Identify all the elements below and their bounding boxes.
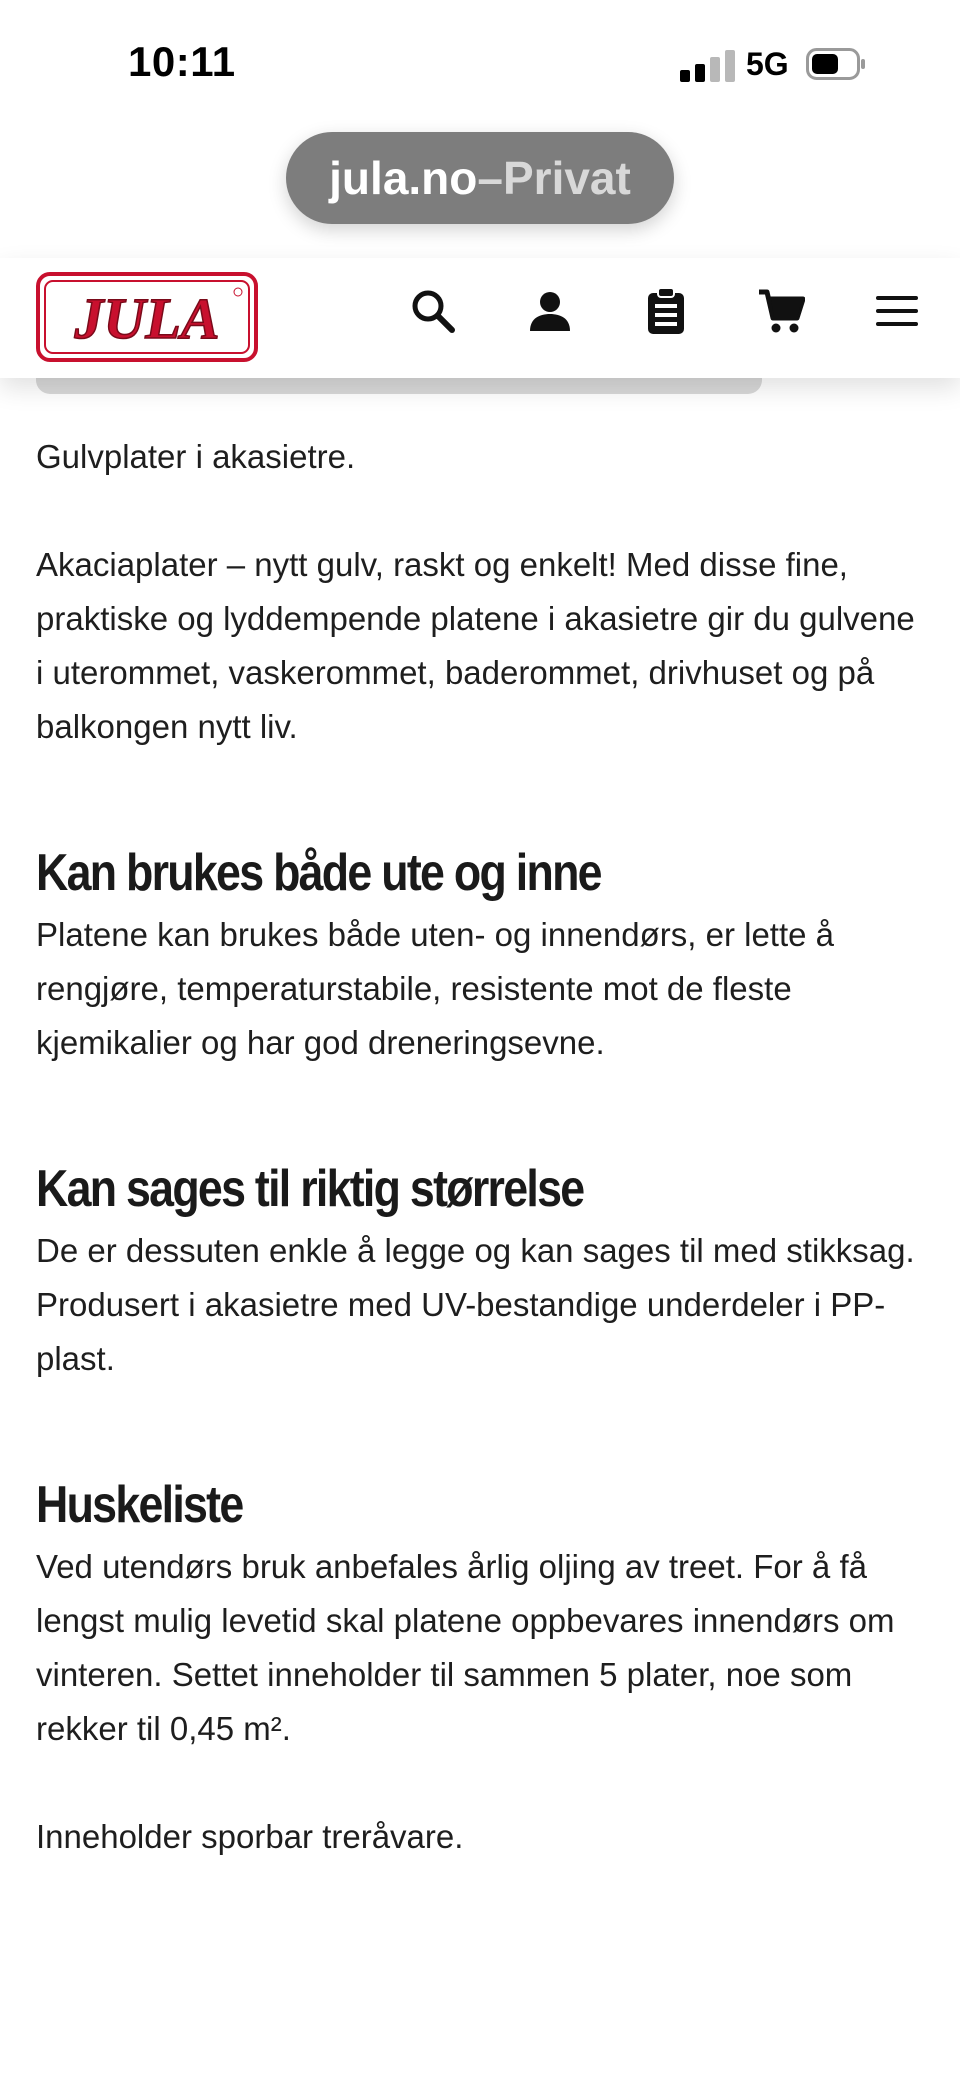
account-icon[interactable]	[525, 286, 575, 336]
intro-text: Gulvplater i akasietre.	[36, 438, 356, 475]
url-bar[interactable]	[286, 132, 674, 224]
signal-icon	[680, 48, 740, 82]
product-description	[36, 430, 926, 1864]
section-heading-checklist: Huskeliste	[36, 1476, 243, 1534]
clipboard-icon[interactable]	[641, 286, 691, 336]
private-mode-label: Privat	[502, 152, 631, 204]
section-heading-saw-to-size: Kan sages til riktig størrelse	[36, 1160, 584, 1218]
traceable-wood-note: Inneholder sporbar treråvare.	[36, 1818, 464, 1855]
cart-icon[interactable]	[756, 286, 806, 336]
status-time: 10:11	[128, 38, 236, 85]
section-text-indoor-outdoor: Platene kan brukes både uten- og innendørs, er lette å rengjøre, temperaturstabile, resistente mot de fleste kjemikalier og har god dreneringsevne.	[36, 916, 835, 1061]
section-heading-indoor-outdoor: Kan brukes både ute og inne	[36, 844, 601, 902]
site-header	[0, 258, 960, 378]
section-text-checklist: Ved utendørs bruk anbefales årlig oljing av treet. For å få lengst mulig levetid skal platene oppbevares innendørs om vinteren. Settet inneholder til sammen 5 plater, noe som rekker til 0,45 m².	[36, 1548, 895, 1747]
section-text-saw-to-size: De er dessuten enkle å legge og kan sages til med stikksag. Produsert i akasietre med UV-bestandige underdeler i PP-plast.	[36, 1232, 915, 1377]
network-label: 5G	[746, 46, 789, 82]
menu-icon[interactable]	[872, 286, 922, 336]
svg-text:JULA: JULA	[74, 286, 220, 351]
url-domain: jula.no	[329, 152, 478, 204]
status-bar	[0, 0, 960, 130]
battery-icon	[806, 48, 866, 80]
jula-logo[interactable]	[36, 272, 258, 362]
search-icon[interactable]	[408, 286, 458, 336]
url-separator: –	[477, 152, 503, 204]
description-text: Akaciaplater – nytt gulv, raskt og enkelt! Med disse fine, praktiske og lyddempende platene i akasietre gir du gulvene i uterommet, vaskerommet, baderommet, drivhuset og på balkongen nytt liv.	[36, 546, 915, 745]
